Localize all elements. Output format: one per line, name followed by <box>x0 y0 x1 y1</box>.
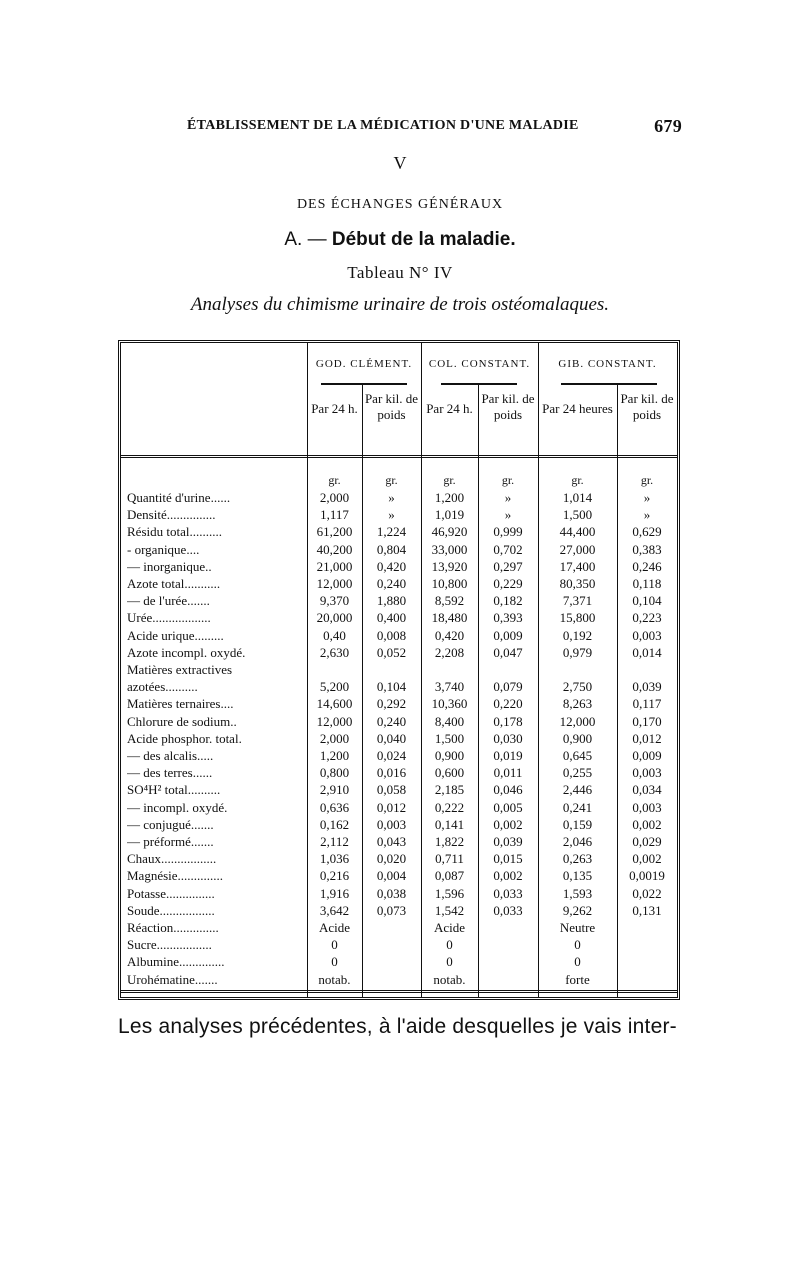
table-cell: » <box>504 490 512 505</box>
table-cell: 1,200 <box>434 490 465 505</box>
row-label: — incompl. oxydé. <box>127 799 228 815</box>
row-label: Soude................. <box>127 902 215 918</box>
table-cell: 0,002 <box>493 816 523 832</box>
table-cell: 18,480 <box>431 610 468 626</box>
row-label: Urohématine....... <box>127 971 218 987</box>
table-row <box>121 678 677 695</box>
table-cell: 2,910 <box>319 782 350 798</box>
table-cell: 0,019 <box>493 748 523 763</box>
row-label: Réaction.............. <box>127 920 219 935</box>
table-cell: notab. <box>433 971 466 987</box>
table-cell: 0,999 <box>493 524 523 540</box>
table-cell: 0,015 <box>493 851 523 867</box>
table-cell: » <box>388 490 395 505</box>
table-cell: 17,400 <box>559 558 596 574</box>
table-row <box>121 661 677 678</box>
table-cell: forte <box>565 971 590 987</box>
table-cell: 0,033 <box>493 885 523 901</box>
table-cell: 0,0019 <box>629 868 665 884</box>
table-cell: 0,241 <box>562 799 593 815</box>
table-cell: 1,593 <box>562 885 593 901</box>
table-cell: 2,112 <box>320 834 349 849</box>
unit-label: gr. <box>571 473 584 487</box>
subheader: Par kil. de poids <box>481 391 535 422</box>
table-cell: 2,630 <box>319 644 350 660</box>
table-cell: 14,600 <box>316 696 353 712</box>
table-cell: 0,246 <box>632 558 662 574</box>
table-cell: 0 <box>574 954 581 970</box>
unit-label: gr. <box>328 473 341 487</box>
row-label: Chaux................. <box>127 851 217 867</box>
table-cell: 0,600 <box>434 765 465 781</box>
section-number: V <box>393 153 407 173</box>
row-label: Chlorure de sodium.. <box>127 713 237 729</box>
subheader: Par kil. de poids <box>364 391 419 422</box>
table-cell: notab. <box>318 971 351 987</box>
table-cell: 12,000 <box>316 713 353 729</box>
table-cell: 0,900 <box>434 748 465 763</box>
row-label: Azote incompl. oxydé. <box>127 644 246 660</box>
row-label: — préformé....... <box>127 834 214 849</box>
table-row <box>121 523 677 540</box>
table-cell: 0,046 <box>493 782 523 798</box>
table-cell: 1,200 <box>319 748 350 763</box>
table-cell: 0,223 <box>632 610 662 626</box>
table-cell: 0,192 <box>562 627 593 643</box>
table-cell: 0,216 <box>319 868 350 884</box>
table-cell: 0,159 <box>562 816 593 832</box>
table-cell: 0,711 <box>435 851 464 867</box>
group-header: GOD. CLÉMENT. <box>315 358 413 370</box>
table-cell: 1,822 <box>434 834 465 849</box>
table-cell: 0,008 <box>376 627 407 643</box>
row-label: — de l'urée....... <box>127 593 210 609</box>
table-cell: 0,024 <box>376 748 407 763</box>
table-cell: 0,170 <box>632 713 662 729</box>
table-cell: 40,200 <box>316 541 353 557</box>
table-cell: 80,350 <box>559 576 596 591</box>
table-cell: 0,255 <box>562 765 593 781</box>
table-row <box>121 747 677 764</box>
table-cell: 0,030 <box>493 730 523 746</box>
table-cell: 0,229 <box>493 576 523 591</box>
table-row <box>121 713 677 730</box>
table-row <box>121 506 677 523</box>
table-cell: 12,000 <box>559 713 596 729</box>
row-label: Magnésie.............. <box>127 868 224 884</box>
table-cell: Neutre <box>559 920 596 935</box>
footer-rule <box>121 990 677 993</box>
table-cell: 1,542 <box>434 902 465 918</box>
table-cell: 0,003 <box>632 765 662 781</box>
row-label: Acide phosphor. total. <box>127 730 242 746</box>
table-cell: 0,220 <box>493 696 523 712</box>
table-cell: 0,016 <box>376 765 407 781</box>
table-cell: 0 <box>574 937 581 953</box>
table-cell: 1,019 <box>434 507 465 523</box>
table-cell: 0 <box>331 937 338 953</box>
page-number: 679 <box>654 116 682 136</box>
table-cell: 2,046 <box>562 834 593 849</box>
table-cell: 0,012 <box>632 730 662 746</box>
table-row <box>121 850 677 867</box>
table-cell: 3,740 <box>434 679 465 695</box>
table-cell: 0,182 <box>493 593 523 609</box>
table-cell: 0,003 <box>376 816 407 832</box>
table-cell: 9,370 <box>319 593 350 609</box>
table-cell: 5,200 <box>319 679 350 695</box>
table-cell: 1,036 <box>319 851 350 867</box>
table-cell: 0,383 <box>632 541 662 557</box>
row-label: — conjugué....... <box>127 816 214 832</box>
table-row <box>121 695 677 712</box>
table-cell: 9,262 <box>562 902 593 918</box>
row-label: — inorganique.. <box>127 558 212 574</box>
table-cell: 0,263 <box>562 851 593 867</box>
table-cell: 2,208 <box>434 644 465 660</box>
table-cell: 0,800 <box>319 765 350 781</box>
subheader: Par 24 h. <box>311 401 358 416</box>
table-row <box>121 867 677 884</box>
table-cell: Acide <box>433 920 466 935</box>
table-cell: 1,880 <box>376 593 407 609</box>
table-cell: 0,003 <box>632 799 662 815</box>
table-cell: 0,804 <box>376 541 407 557</box>
table-cell: 1,916 <box>319 885 350 901</box>
table-caption: Analyses du chimisme urinaire de trois ostéomalaques. <box>190 294 610 315</box>
table-cell: » <box>643 507 651 523</box>
table-cell: 0,005 <box>493 799 523 815</box>
table-cell: 12,000 <box>316 576 353 591</box>
table-cell: 0,012 <box>376 799 407 815</box>
table-cell: 0,292 <box>376 696 407 712</box>
table-cell: 61,200 <box>316 524 353 540</box>
group-header: COL. CONSTANT. <box>428 358 531 370</box>
unit-label: gr. <box>443 473 456 487</box>
group-rule <box>561 383 657 385</box>
body-paragraph: Les analyses précédentes, à l'aide desquelles je vais inter- <box>118 1015 677 1038</box>
row-label: azotées.......... <box>127 679 198 695</box>
table-cell: 0,039 <box>632 679 662 695</box>
table-row <box>121 971 677 988</box>
unit-label: gr. <box>385 473 398 487</box>
row-label: Sucre................. <box>127 937 212 953</box>
row-label: - organique.... <box>127 541 200 557</box>
table-cell: 27,000 <box>559 541 596 557</box>
table-cell: 0,009 <box>493 627 523 643</box>
table-cell: 10,800 <box>431 576 468 591</box>
table-cell: 1,500 <box>562 507 593 523</box>
table-row <box>121 902 677 919</box>
table-cell: 0,002 <box>632 851 662 867</box>
table-cell: 21,000 <box>316 558 353 574</box>
table-cell: 2,185 <box>434 782 465 798</box>
subsection-title: Début de la maladie. <box>331 229 516 250</box>
table-cell: 0,079 <box>493 679 523 695</box>
table-cell: 1,117 <box>320 507 349 523</box>
row-label: Urée.................. <box>127 610 211 626</box>
row-label: Azote total........... <box>127 576 221 591</box>
table-cell: 0,040 <box>376 730 407 746</box>
table-cell: 8,400 <box>434 713 465 729</box>
table-row <box>121 816 677 833</box>
table-row <box>121 644 677 661</box>
table-cell: 0,420 <box>434 627 465 643</box>
table-cell: 0,003 <box>632 627 662 643</box>
subsection-heading <box>0 229 800 251</box>
table-cell: 1,014 <box>562 490 593 505</box>
subsection-letter: A. — <box>284 229 327 250</box>
table-cell: 1,596 <box>434 885 465 901</box>
table-cell: 0,009 <box>632 748 662 763</box>
table-cell: 0,117 <box>632 696 662 712</box>
table-cell: 0,135 <box>562 868 593 884</box>
table-row <box>121 627 677 644</box>
subheader: Par 24 heures <box>542 401 613 416</box>
table-cell: 0,022 <box>632 885 662 901</box>
table-cell: 1,500 <box>434 730 465 746</box>
table-cell: 0,131 <box>632 902 662 918</box>
table-cell: 0,038 <box>376 885 407 901</box>
table-cell: 0,141 <box>434 816 465 832</box>
table-cell: 0,900 <box>562 730 593 746</box>
table-cell: 0,004 <box>376 868 407 884</box>
table-cell: 0 <box>446 937 453 953</box>
table-cell: 15,800 <box>559 610 596 626</box>
table-cell: 0 <box>446 954 453 970</box>
table-cell: 46,920 <box>431 524 468 540</box>
table-row <box>121 541 677 558</box>
table-cell: 0,629 <box>632 524 662 540</box>
table-cell: » <box>643 490 651 505</box>
row-label: Potasse............... <box>127 885 215 901</box>
table-cell: 0,052 <box>376 644 407 660</box>
table-cell: 0,162 <box>319 816 350 832</box>
table-cell: 44,400 <box>559 524 596 540</box>
table-cell: 0,979 <box>562 644 593 660</box>
table-cell: Acide <box>318 920 351 935</box>
table-cell: 0,104 <box>376 679 407 695</box>
table-cell: 0,058 <box>376 782 407 798</box>
table-cell: 33,000 <box>431 541 468 557</box>
row-label: SO⁴H² total.......... <box>127 782 221 798</box>
table-cell: 0,047 <box>493 644 523 660</box>
table-cell: 0,400 <box>376 610 407 626</box>
table-row <box>121 936 677 953</box>
table-cell: 0 <box>331 954 338 970</box>
table-cell: » <box>504 507 512 523</box>
row-label: — des terres...... <box>127 765 213 781</box>
table-cell: 0,002 <box>493 868 523 884</box>
table-cell: 0,178 <box>493 713 523 729</box>
table-cell: » <box>388 507 395 523</box>
table-cell: 2,000 <box>319 490 350 505</box>
table-title: Tableau N° IV <box>347 263 453 282</box>
table-row <box>121 833 677 850</box>
table-cell: 13,920 <box>431 558 468 574</box>
table-row <box>121 609 677 626</box>
table-cell: 0,636 <box>319 799 350 815</box>
header-rule <box>121 455 677 458</box>
table-cell: 0,011 <box>493 765 523 781</box>
table-cell: 8,592 <box>434 593 465 609</box>
table-cell: 10,360 <box>431 696 468 712</box>
table-cell: 1,224 <box>376 524 407 540</box>
table-cell: 7,371 <box>562 593 593 609</box>
group-header: GIB. CONSTANT. <box>558 358 657 370</box>
row-label: Densité............... <box>127 507 216 523</box>
subheader: Par 24 h. <box>426 401 473 416</box>
table-cell: 0,297 <box>493 558 523 574</box>
table-cell: 0,240 <box>376 576 407 591</box>
unit-label: gr. <box>501 473 515 487</box>
data-table <box>118 340 680 1000</box>
section-title: DES ÉCHANGES GÉNÉRAUX <box>296 197 504 212</box>
table-cell: 0,40 <box>323 627 346 643</box>
table-row <box>121 592 677 609</box>
row-label: Matières ternaires.... <box>127 696 234 712</box>
table-cell: 0,104 <box>632 593 662 609</box>
group-rule <box>321 383 407 385</box>
table-cell: 2,750 <box>562 679 593 695</box>
table-row <box>121 781 677 798</box>
table-cell: 0,222 <box>434 799 465 815</box>
table-cell: 0,043 <box>376 834 407 849</box>
table-cell: 20,000 <box>316 610 353 626</box>
running-head-title: ÉTABLISSEMENT DE LA MÉDICATION D'UNE MALADIE <box>187 118 579 133</box>
table-cell: 0,073 <box>376 902 407 918</box>
running-head <box>187 118 682 134</box>
group-rule <box>441 383 517 385</box>
row-label: — des alcalis..... <box>127 748 214 763</box>
row-label: Quantité d'urine...... <box>127 490 231 505</box>
row-label: Matières extractives <box>127 662 233 677</box>
table-row <box>121 885 677 902</box>
table-cell: 2,000 <box>319 730 350 746</box>
table-cell: 0,039 <box>493 834 523 849</box>
table-row <box>121 953 677 970</box>
table-row <box>121 730 677 747</box>
table-row <box>121 558 677 575</box>
table-cell: 0,029 <box>632 834 662 849</box>
table-cell: 0,240 <box>376 713 407 729</box>
table-cell: 0,020 <box>376 851 407 867</box>
unit-label: gr. <box>640 473 654 487</box>
table-cell: 0,002 <box>632 816 662 832</box>
table-row <box>121 799 677 816</box>
table-cell: 2,446 <box>562 782 593 798</box>
row-label: Acide urique......... <box>127 627 224 643</box>
table-row <box>121 919 677 936</box>
table-cell: 0,393 <box>493 610 523 626</box>
subheader: Par kil. de poids <box>620 391 674 422</box>
table-cell: 0,420 <box>376 558 407 574</box>
table-row <box>121 489 677 506</box>
row-label: Résidu total.......... <box>127 524 222 540</box>
table-cell: 0,014 <box>632 644 662 660</box>
table-cell: 0,087 <box>434 868 465 884</box>
row-label: Albumine.............. <box>127 954 225 970</box>
table-cell: 0,033 <box>493 902 523 918</box>
table-cell: 0,702 <box>493 541 523 557</box>
table-cell: 0,034 <box>632 782 662 798</box>
table-cell: 8,263 <box>562 696 593 712</box>
table-cell: 0,118 <box>632 576 662 591</box>
table-row <box>121 575 677 592</box>
table-cell: 0,645 <box>562 748 593 763</box>
table-row <box>121 764 677 781</box>
table-cell: 3,642 <box>319 902 350 918</box>
